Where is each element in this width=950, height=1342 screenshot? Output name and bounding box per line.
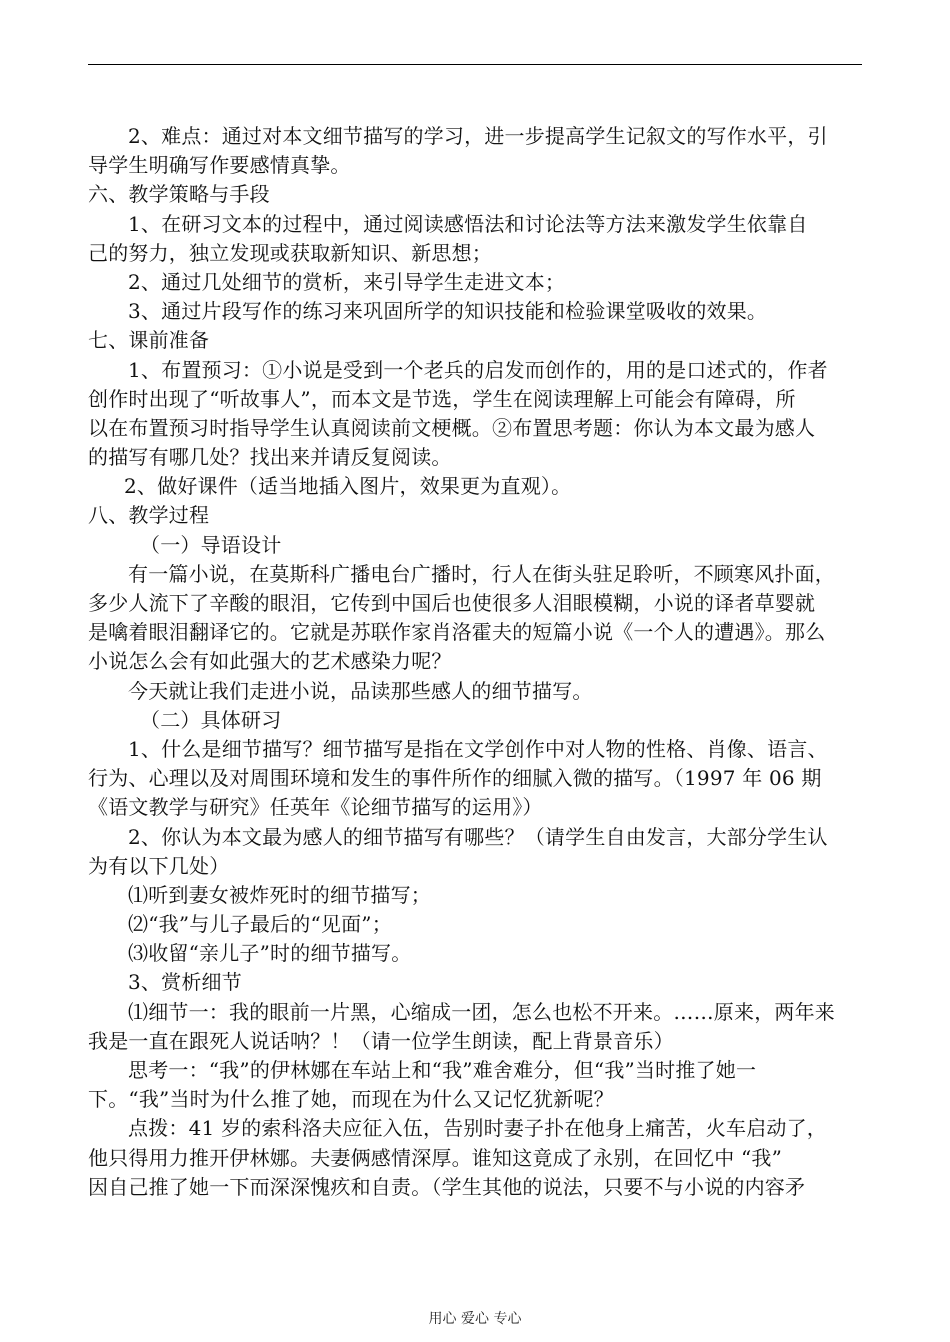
text-line: （一）导语设计 xyxy=(140,532,282,557)
text-line: 八、教学过程 xyxy=(88,503,210,528)
text-line: 有一篇小说，在莫斯科广播电台广播时，行人在街头驻足聆听，不顾寒风扑面， xyxy=(128,561,835,586)
header-rule xyxy=(88,64,862,65)
text-line: 1、什么是细节描写？细节描写是指在文学创作中对人物的性格、肖像、语言、 xyxy=(128,736,828,761)
text-line: 为有以下几处） xyxy=(88,853,230,878)
text-line: 的描写有哪几处？找出来并请反复阅读。 xyxy=(88,445,452,470)
text-line: 六、教学策略与手段 xyxy=(88,182,270,207)
text-line: 2、通过几处细节的赏析，来引导学生走进文本； xyxy=(128,269,566,294)
text-line: 己的努力，独立发现或获取新知识、新思想； xyxy=(88,240,492,265)
text-line: ⑴听到妻女被炸死时的细节描写； xyxy=(128,882,431,907)
text-line: 思考一：“我”的伊林娜在车站上和“我”难舍难分，但“我”当时推了她一 xyxy=(128,1058,757,1082)
text-line: 3、赏析细节 xyxy=(128,970,242,995)
text-line: 《语文教学与研究》任英年《论细节描写的运用》） xyxy=(88,795,543,820)
text-line: ⑶收留“亲儿子”时的细节描写。 xyxy=(128,941,412,966)
text-line: ⑵“我”与儿子最后的“见面”； xyxy=(128,912,392,937)
text-line: 七、课前准备 xyxy=(88,328,210,353)
text-line: 2、你认为本文最为感人的细节描写有哪些？（请学生自由发言，大部分学生认 xyxy=(128,824,828,849)
text-line: 3、通过片段写作的练习来巩固所学的知识技能和检验课堂吸收的效果。 xyxy=(128,299,768,324)
document-body xyxy=(88,122,862,1202)
text-line: （二）具体研习 xyxy=(140,707,282,732)
text-line: 创作时出现了“听故事人”，而本文是节选，学生在阅读理解上可能会有障碍，所 xyxy=(88,386,796,411)
text-line: 因自己推了她一下而深深愧疚和自责。（学生其他的说法，只要不与小说的内容矛 xyxy=(88,1174,806,1199)
text-line: 今天就让我们走进小说，品读那些感人的细节描写。 xyxy=(128,678,593,703)
text-line: 以在布置预习时指导学生认真阅读前文梗概。②布置思考题：你认为本文最为感人 xyxy=(88,415,816,440)
text-line: 1、在研习文本的过程中，通过阅读感悟法和讨论法等方法来激发学生依靠自 xyxy=(128,211,808,236)
text-line: 2、做好课件（适当地插入图片，效果更为直观）。 xyxy=(124,474,572,499)
text-line: 多少人流下了辛酸的眼泪，它传到中国后也使很多人泪眼模糊，小说的译者草婴就 xyxy=(88,591,816,615)
text-line: 导学生明确写作要感情真挚。 xyxy=(88,153,351,178)
text-line: 下。“我”当时为什么推了她，而现在为什么又记忆犹新呢？ xyxy=(88,1087,614,1112)
text-line: 小说怎么会有如此强大的艺术感染力呢？ xyxy=(88,649,452,674)
text-line: 我是一直在跟死人说话呐？！（请一位学生朗读，配上背景音乐） xyxy=(88,1028,674,1053)
text-line: 点拨：41 岁的索科洛夫应征入伍，告别时妻子扑在他身上痛苦，火车启动了， xyxy=(128,1116,828,1141)
text-line: 1、布置预习：①小说是受到一个老兵的启发而创作的，用的是口述式的，作者 xyxy=(128,357,828,382)
text-line: 2、难点：通过对本文细节描写的学习，进一步提高学生记叙文的写作水平，引 xyxy=(128,124,828,148)
page-footer: 用心 爱心 专心 xyxy=(428,1311,522,1327)
text-line: 他只得用力推开伊林娜。夫妻俩感情深厚。谁知这竟成了永别，在回忆中 “我” xyxy=(88,1145,783,1170)
text-line: 行为、心理以及对周围环境和发生的事件所作的细腻入微的描写。（1997 年 06 期 xyxy=(88,766,822,791)
text-line: 是噙着眼泪翻译它的。它就是苏联作家肖洛霍夫的短篇小说《一个人的遭遇》。那么 xyxy=(88,620,826,645)
text-line: ⑴细节一：我的眼前一片黑，心缩成一团，怎么也松不开来。……原来，两年来 xyxy=(128,999,835,1024)
